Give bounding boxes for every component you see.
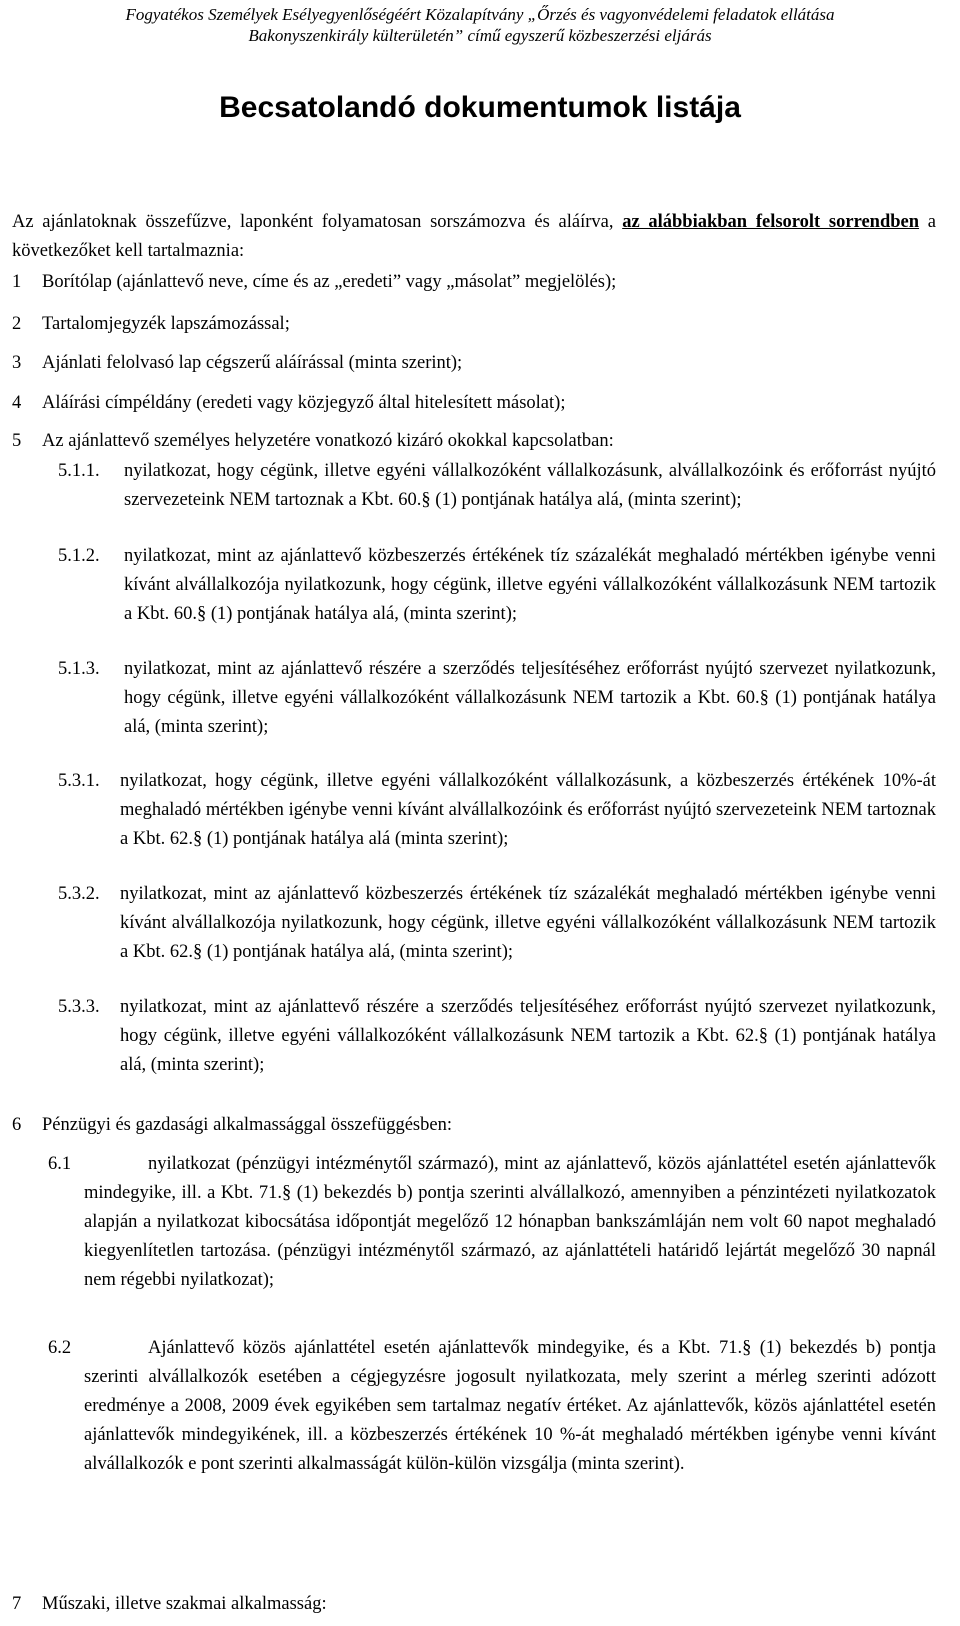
section-6-item-text: Ajánlattevő közös ajánlattétel esetén ajánlattevők mindegyike, és a Kbt. 71.§ (1) bekezdés b) pontja szerinti alvállalkozók esetében a cégjegyzésre jogosult nyilatkozata, mely szerint a mérleg szerinti adózott eredménye a 2008, 2009 évek egyikében sem tartalmaz negatív értéket. Az ajánlattevők, közös ajánlattétel esetén ajánlattevők mindegyikének, ill. a közbeszerzés értékének 10 %-át meghaladó mértékben igénybe venni kívánt alvállalkozók e pont szerinti alkalmasságát külön-külön vizsgálja (minta szerint). [84, 1338, 936, 1474]
sub-item-number: 5.1.1. [58, 461, 100, 481]
sub-item-number: 5.3.3. [58, 997, 100, 1017]
sub-item-text: nyilatkozat, mint az ajánlattevő részére a szerződés teljesítéséhez erőforrást nyújtó szervezet nyilatkozunk, hogy cégünk, illetve egyéni vállalkozóként vállalkozásunk NEM tartozik a Kbt. 62.§ (1) pontjának hatálya alá, (minta szerint); [120, 997, 936, 1075]
list-item [12, 427, 936, 456]
list-item [12, 310, 936, 339]
list-item [12, 268, 936, 297]
list-item-number: 3 [12, 353, 22, 373]
sub-item-text: nyilatkozat, hogy cégünk, illetve egyéni vállalkozóként vállalkozásunk, alvállalkozóink és erőforrást nyújtó szervezeteink NEM tartoznak a Kbt. 60.§ (1) pontjának hatálya alá, (minta szerint); [124, 461, 936, 510]
section-6-item-number: 6.2 [48, 1338, 72, 1358]
list-item-text: Tartalomjegyzék lapszámozással; [42, 314, 290, 334]
header-line-2: Bakonyszenkirály külterületén” című egyszerű közbeszerzési eljárás [248, 26, 712, 45]
section-title: Műszaki, illetve szakmai alkalmasság: [42, 1594, 327, 1614]
page-title: Becsatolandó dokumentumok listája [219, 91, 741, 124]
intro-text-before: Az ajánlatoknak összefűzve, laponként folyamatosan sorszámozva és aláírva, [12, 212, 623, 232]
section-title: Pénzügyi és gazdasági alkalmassággal összefüggésben: [42, 1115, 452, 1135]
document-header [30, 4, 930, 46]
sub-item-text: nyilatkozat, mint az ajánlattevő közbeszerzés értékének tíz százalékát meghaladó mértékben igénybe venni kívánt alvállalkozója nyilatkozunk, hogy cégünk, illetve egyéni vállalkozóként vállalkozásunk NEM tartozik a Kbt. 60.§ (1) pontjának hatálya alá, (minta szerint); [124, 546, 936, 624]
section-number: 6 [12, 1115, 22, 1135]
sub-item-number: 5.3.1. [58, 771, 100, 791]
section-6-item-text: nyilatkozat (pénzügyi intézménytől származó), mint az ajánlattevő, közös ajánlattétel esetén ajánlattevők mindegyike, ill. a Kbt. 71.§ (1) bekezdés b) pontja szerinti alvállalkozó, amennyiben a pénzintézeti nyilatkozatok alapján a nyilatkozat kibocsátása időpontját megelőző 12 hónapban bankszámláján nem volt 60 napot meghaladó kiegyenlítetlen tartozása. (pénzügyi intézménytől származó, az ajánlattételi határidő lejártát megelőző 30 napnál nem régebbi nyilatkozat); [84, 1154, 936, 1290]
list-item-number: 2 [12, 314, 22, 334]
list-item-number: 1 [12, 272, 22, 292]
intro-text-after: a következőket kell tartalmaznia: [12, 212, 936, 261]
section-6-item-number: 6.1 [48, 1154, 72, 1174]
list-item [12, 389, 936, 418]
sub-item-text: nyilatkozat, hogy cégünk, illetve egyéni vállalkozóként vállalkozásunk, a közbeszerzés értékének 10%-át meghaladó mértékben igénybe venni kívánt alvállalkozóink és erőforrást nyújtó szervezeteink NEM tartoznak a Kbt. 62.§ (1) pontjának hatálya alá (minta szerint); [120, 771, 936, 849]
intro-emphasis: az alábbiakban felsorolt sorrendben [622, 212, 920, 232]
list-item-text: Aláírási címpéldány (eredeti vagy közjegyző által hitelesített másolat); [42, 393, 566, 413]
sub-item-number: 5.3.2. [58, 884, 100, 904]
list-item-text: Az ajánlattevő személyes helyzetére vonatkozó kizáró okokkal kapcsolatban: [42, 431, 614, 451]
intro-paragraph [12, 208, 936, 266]
list-item-text: Ajánlati felolvasó lap cégszerű aláírással (minta szerint); [42, 353, 463, 373]
section-6-heading [12, 1111, 452, 1140]
list-item-number: 4 [12, 393, 22, 413]
sub-item-text: nyilatkozat, mint az ajánlattevő közbeszerzés értékének tíz százalékát meghaladó mértékben igénybe venni kívánt alvállalkozója nyilatkozunk, hogy cégünk, illetve egyéni vállalkozóként vállalkozásunk NEM tartozik a Kbt. 62.§ (1) pontjának hatálya alá, (minta szerint); [120, 884, 936, 962]
section-number: 7 [12, 1594, 22, 1614]
section-7-heading [12, 1590, 327, 1619]
sub-item-number: 5.1.3. [58, 659, 100, 679]
list-item-number: 5 [12, 431, 22, 451]
sub-item-text: nyilatkozat, mint az ajánlattevő részére a szerződés teljesítéséhez erőforrást nyújtó szervezet nyilatkozunk, hogy cégünk, illetve egyéni vállalkozóként vállalkozásunk NEM tartozik a Kbt. 60.§ (1) pontjának hatálya alá, (minta szerint); [124, 659, 936, 737]
list-item-text: Borítólap (ajánlattevő neve, címe és az „eredeti” vagy „másolat” megjelölés); [42, 272, 617, 292]
list-item [12, 349, 936, 378]
header-line-1: Fogyatékos Személyek Esélyegyenlőségéért Közalapítvány „Őrzés és vagyonvédelemi feladatok ellátása [125, 5, 835, 24]
sub-item-number: 5.1.2. [58, 546, 100, 566]
